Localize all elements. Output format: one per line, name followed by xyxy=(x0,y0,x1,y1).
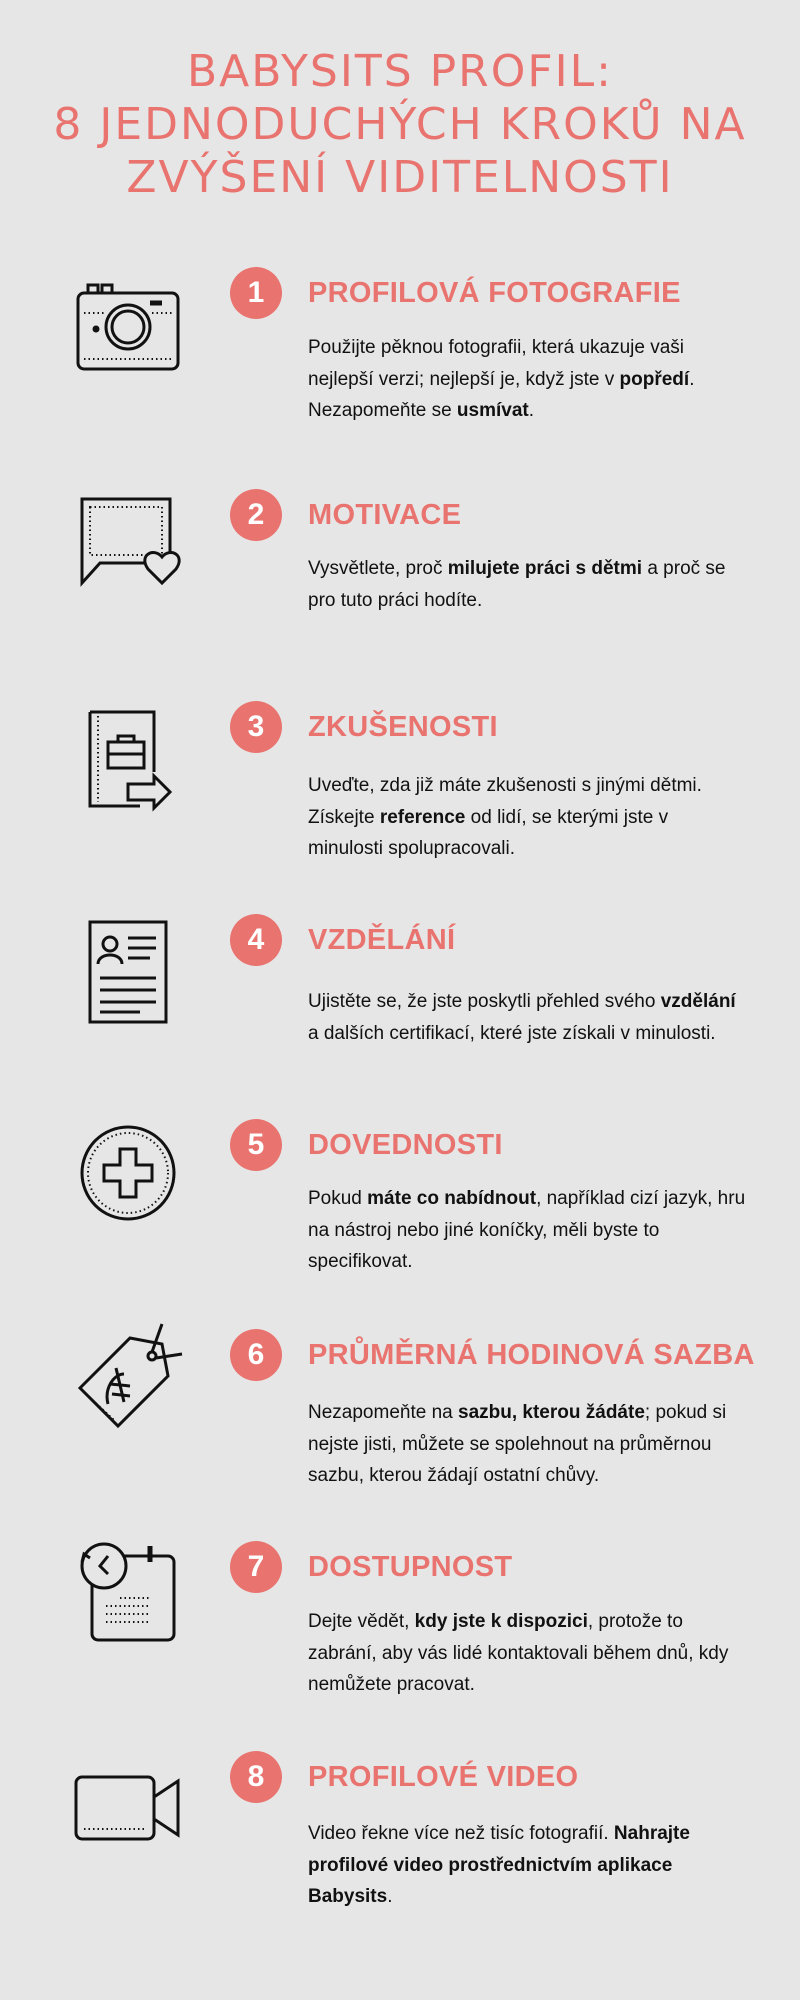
camera-icon xyxy=(70,267,186,383)
text-segment: Pokud xyxy=(308,1188,368,1209)
text-segment: ; pokud si nejste jisti, můžete se spolehnout na průměrnou sazbu, kterou žádají ostatní chůvy. xyxy=(308,1402,727,1486)
briefcase-document-icon xyxy=(70,702,186,818)
step-description xyxy=(308,770,748,865)
calendar-clock-icon xyxy=(70,1532,186,1648)
highlighted-text: kdy jste k dispozici xyxy=(414,1611,588,1632)
step-heading: PROFILOVÁ FOTOGRAFIE xyxy=(308,277,681,309)
text-segment: Vysvětlete, proč xyxy=(308,558,448,579)
video-camera-icon xyxy=(70,1747,186,1863)
text-segment: , protože to zabrání, aby vás lidé kontaktovali během dnů, kdy nemůžete pracovat. xyxy=(308,1611,729,1695)
step-number-badge: 7 xyxy=(230,1541,282,1593)
text-segment: Použijte pěknou fotografii, která ukazuje vaši nejlepší verzi; nejlepší je, když jste v xyxy=(308,337,684,390)
step-description xyxy=(308,1397,748,1492)
step-number-badge: 2 xyxy=(230,489,282,541)
step-description xyxy=(308,1183,748,1278)
step-heading: DOVEDNOSTI xyxy=(308,1129,503,1161)
step-heading: ZKUŠENOSTI xyxy=(308,711,498,743)
text-segment: od lidí, se kterými jste v minulosti spolupracovali. xyxy=(308,806,669,859)
step-description xyxy=(308,332,748,427)
text-segment: . xyxy=(387,1886,393,1907)
plus-badge-icon xyxy=(70,1115,186,1231)
text-segment: Dejte vědět, xyxy=(308,1611,415,1632)
step-number-badge: 4 xyxy=(230,914,282,966)
page-title xyxy=(0,45,800,204)
title-line: 8 JEDNODUCHÝCH KROKŮ NA xyxy=(53,99,747,150)
step-number-badge: 3 xyxy=(230,701,282,753)
text-segment: , například cizí jazyk, hru na nástroj nebo jiné koníčky, měli byste to specifikovat. xyxy=(308,1188,746,1272)
title-line: BABYSITS PROFIL: xyxy=(186,46,613,97)
text-segment: . Nezapomeňte se xyxy=(308,368,695,421)
text-segment: a dalších certifikací, které jste získali v minulosti. xyxy=(308,1022,716,1044)
highlighted-text: popředí xyxy=(619,368,690,390)
resume-icon xyxy=(70,914,186,1030)
text-segment: Ujistěte se, že jste poskytli přehled svého xyxy=(308,991,661,1012)
highlighted-text: milujete práci s dětmi xyxy=(447,558,643,579)
step-description xyxy=(308,986,748,1049)
highlighted-text: máte co nabídnout xyxy=(367,1188,537,1209)
text-segment: a proč se pro tuto práci hodíte. xyxy=(308,558,726,611)
step-heading: DOSTUPNOST xyxy=(308,1551,513,1583)
step-number-badge: 8 xyxy=(230,1751,282,1803)
step-heading: VZDĚLÁNÍ xyxy=(308,924,456,956)
text-segment: Video řekne více než tisíc fotografií. xyxy=(308,1823,614,1844)
price-tag-icon xyxy=(70,1318,186,1434)
highlighted-text: sazbu, kterou žádáte xyxy=(458,1402,645,1423)
text-segment: Nezapomeňte na xyxy=(308,1402,458,1423)
step-description xyxy=(308,553,748,616)
step-number-badge: 5 xyxy=(230,1119,282,1171)
step-description xyxy=(308,1606,748,1701)
step-description xyxy=(308,1818,748,1913)
text-segment: Uveďte, zda již máte zkušenosti s jinými dětmi. Získejte xyxy=(308,775,702,828)
chat-heart-icon xyxy=(70,487,186,603)
highlighted-text: Nahrajte profilové video prostřednictvím aplikace Babysits xyxy=(308,1823,690,1907)
title-line: ZVÝŠENÍ VIDITELNOSTI xyxy=(126,152,674,203)
highlighted-text: vzdělání xyxy=(660,991,736,1012)
step-heading: PROFILOVÉ VIDEO xyxy=(308,1761,579,1793)
highlighted-text: usmívat xyxy=(456,400,529,421)
text-segment: . xyxy=(528,400,535,421)
step-number-badge: 6 xyxy=(230,1329,282,1381)
highlighted-text: reference xyxy=(379,806,466,828)
step-heading: MOTIVACE xyxy=(308,499,462,531)
step-heading: PRŮMĚRNÁ HODINOVÁ SAZBA xyxy=(308,1339,755,1371)
step-number-badge: 1 xyxy=(230,267,282,319)
